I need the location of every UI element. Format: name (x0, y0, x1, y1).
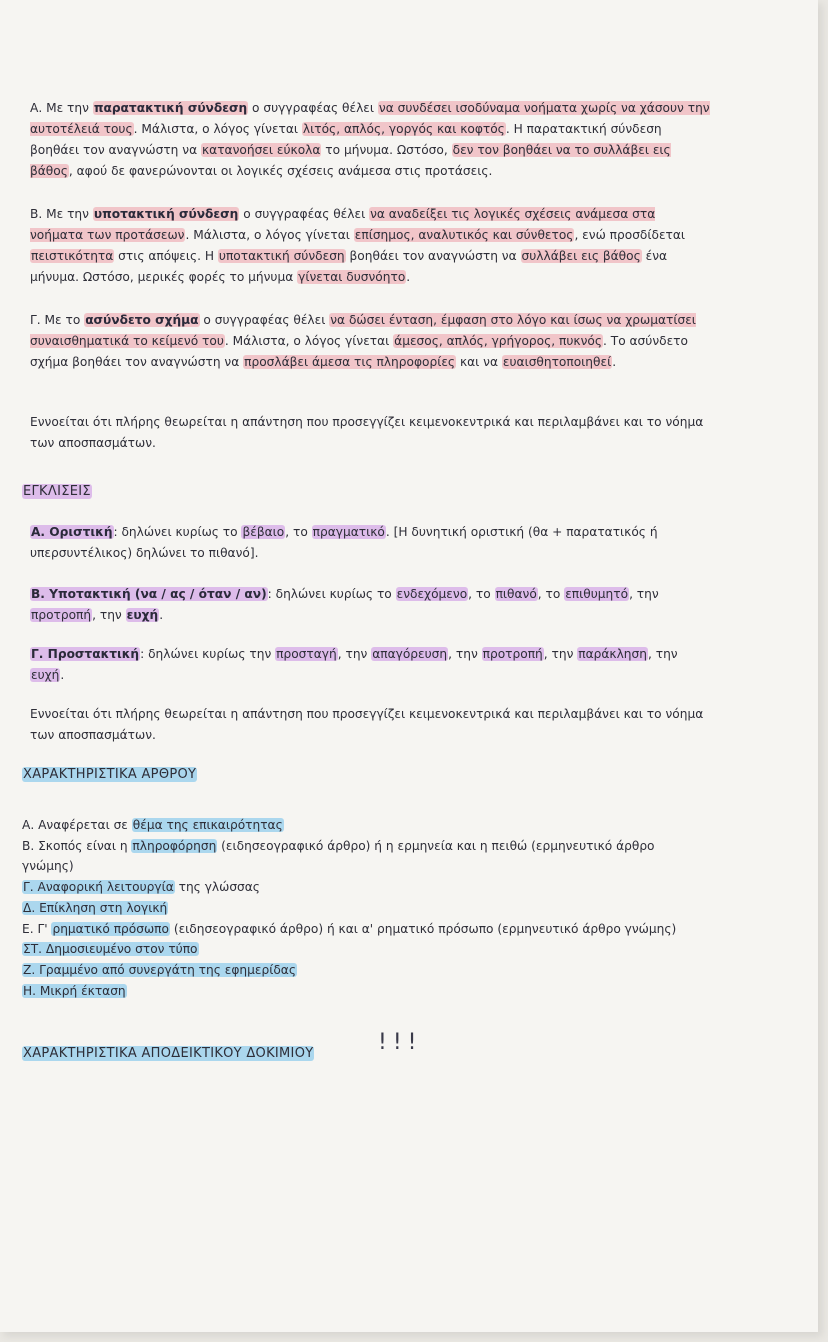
paragraph-a (30, 98, 710, 182)
text: , την (337, 647, 372, 661)
highlight: προτροπή (482, 647, 543, 661)
highlight: απαγόρευση (372, 647, 448, 661)
list-item: Β. Σκοπός είναι η πληροφόρηση (ειδησεογραφικό άρθρο) ή η ερμηνεία και η πειθώ (ερμηνευτικό άρθρο γνώμης) (22, 838, 655, 874)
text: : δηλώνει κυρίως το (113, 525, 242, 539)
highlight: ενδεχόμενο (396, 587, 468, 601)
list-item: Ε. Γ' ρηματικό πρόσωπο (ειδησεογραφικό άρθρο) ή και α' ρηματικό πρόσωπο (ερμηνευτικό άρθρο γνώμης) (22, 921, 677, 936)
note-2: Εννοείται ότι πλήρης θεωρείται η απάντηση που προσεγγίζει κειμενοκεντρικά και περιλαμβάνει και το νόημα των αποσπασμάτων. (30, 707, 704, 742)
text: : δηλώνει κυρίως την (140, 647, 276, 661)
text: . Το ασύνδετο σχήμα βοηθάει τον αναγνώστη να (30, 334, 688, 369)
highlight: δεν τον βοηθάει να το συλλάβει εις βάθος (30, 143, 671, 178)
highlight: ευαισθητοποιηθεί (502, 355, 612, 369)
essay-heading (22, 1046, 314, 1061)
highlight: να συνδέσει ισοδύναμα νοήματα χωρίς να χάσουν την αυτοτέλειά τους (30, 101, 710, 136)
highlight: πειστικότητα (31, 249, 114, 263)
text: . Μάλιστα, ο λόγος γίνεται (185, 228, 354, 242)
highlight: παρατακτική σύνδεση (93, 101, 248, 115)
text: , το (537, 587, 565, 601)
highlight: συλλάβει εις βάθος (521, 249, 641, 263)
highlight: να αναδείξει τις λογικές σχέσεις ανάμεσα στα νοήματα των προτάσεων (30, 207, 656, 242)
highlight: υποτακτική σύνδεση (93, 207, 239, 221)
note-1: Εννοείται ότι πλήρης θεωρείται η απάντηση που προσεγγίζει κειμενοκεντρικά και περιλαμβάνει και το νόημα των αποσπασμάτων. (30, 415, 704, 450)
text: . (406, 270, 411, 284)
article-heading-text: ΧΑΡΑΚΤΗΡΙΣΤΙΚΑ ΑΡΘΡΟΥ (23, 767, 197, 782)
highlight: ευχή (31, 668, 60, 682)
highlight: πιθανό (495, 587, 537, 601)
list-item: Α. Αναφέρεται σε θέμα της επικαιρότητας (22, 818, 283, 832)
highlight: κατανοήσει εύκολα (202, 143, 321, 157)
text: . (159, 608, 164, 622)
text: , την (647, 647, 678, 661)
exclamation-marks: !!! (378, 1030, 423, 1055)
highlight: προτροπή (31, 608, 92, 622)
highlight: να δώσει ένταση, έμφαση στο λόγο και ίσως να χρωματίσει συναισθηματικά το κείμενό του (30, 313, 696, 348)
text: στις απόψεις. Η (114, 249, 218, 263)
highlight: πραγματικό (312, 525, 385, 539)
highlight: επίσημος, αναλυτικός και σύνθετος (354, 228, 574, 242)
text: , ενώ προσδίδεται (574, 228, 686, 242)
highlight: βέβαιο (242, 525, 285, 539)
highlight: παράκληση (578, 647, 647, 661)
highlight: προσταγή (276, 647, 337, 661)
text: και να (456, 355, 502, 369)
text: Γ. Με το (30, 313, 85, 327)
highlight: γίνεται δυσνόητο (298, 270, 406, 284)
text: , το (285, 525, 312, 539)
text: : δηλώνει κυρίως το (267, 587, 396, 601)
list-item: Ζ. Γραμμένο από συνεργάτη της εφημερίδας (23, 962, 296, 977)
text: . Η παρατακτική σύνδεση βοηθάει τον αναγνώστη να (30, 122, 662, 157)
text: το μήνυμα. Ωστόσο, (321, 143, 452, 157)
paragraph-c (30, 310, 710, 373)
text: . (60, 668, 65, 682)
highlight: επιθυμητό (565, 587, 629, 601)
highlight: ευχή (126, 608, 159, 622)
highlight: προσλάβει άμεσα τις πληροφορίες (244, 355, 456, 369)
text: . Μάλιστα, ο λόγος γίνεται (224, 334, 394, 348)
highlight: υποτακτική σύνδεση (218, 249, 345, 263)
list-item: ΣΤ. Δημοσιευμένο στον τύπο (23, 942, 198, 957)
highlight: λιτός, απλός, γοργός και κοφτός (302, 122, 505, 136)
list-item: Δ. Επίκληση στη λογική (23, 900, 168, 915)
highlight: Β. Υποτακτική (να / ας / όταν / αν) (31, 587, 267, 601)
text: . Μάλιστα, ο λόγος γίνεται (133, 122, 302, 136)
highlight: Α. Οριστική (31, 525, 113, 539)
text: ο συγγραφέας θέλει (239, 207, 370, 221)
text: βοηθάει τον αναγνώστη να (345, 249, 521, 263)
text: , την (629, 587, 659, 601)
highlight: ασύνδετο σχήμα (85, 313, 199, 327)
text: , την (92, 608, 126, 622)
mood-b (30, 584, 710, 626)
paragraph-b (30, 204, 710, 288)
text: , την (543, 647, 578, 661)
text: , το (468, 587, 495, 601)
text: Β. Με την (30, 207, 93, 221)
text: Α. Με την (30, 101, 93, 115)
mood-a (30, 522, 710, 564)
text: , την (448, 647, 482, 661)
text: . (612, 355, 617, 369)
article-list (22, 815, 702, 1001)
mood-c (30, 644, 710, 686)
list-item: Γ. Αναφορική λειτουργία της γλώσσας (23, 880, 260, 895)
highlight: άμεσος, απλός, γρήγορος, πυκνός (394, 334, 602, 348)
moods-heading (22, 484, 92, 499)
text: ο συγγραφέας θέλει (248, 101, 378, 115)
highlight: Γ. Προστακτική (31, 647, 140, 661)
article-heading (22, 767, 197, 782)
essay-heading-text: ΧΑΡΑΚΤΗΡΙΣΤΙΚΑ ΑΠΟΔΕΙΚΤΙΚΟΥ ΔΟΚΙΜΙΟΥ (23, 1046, 314, 1061)
text: ένα μήνυμα. Ωστόσο, μερικές φορές το μήνυμα (30, 249, 668, 284)
text: . [Η δυνητική οριστική (θα + παρατατικός ή υπερσυντέλικος) δηλώνει το πιθανό]. (30, 525, 658, 560)
list-item: Η. Μικρή έκταση (23, 983, 126, 998)
text: ο συγγραφέας θέλει (199, 313, 330, 327)
moods-heading-text: ΕΓΚΛΙΣΕΙΣ (23, 484, 91, 499)
text: , αφού δε φανερώνονται οι λογικές σχέσεις ανάμεσα στις προτάσεις. (68, 164, 493, 178)
